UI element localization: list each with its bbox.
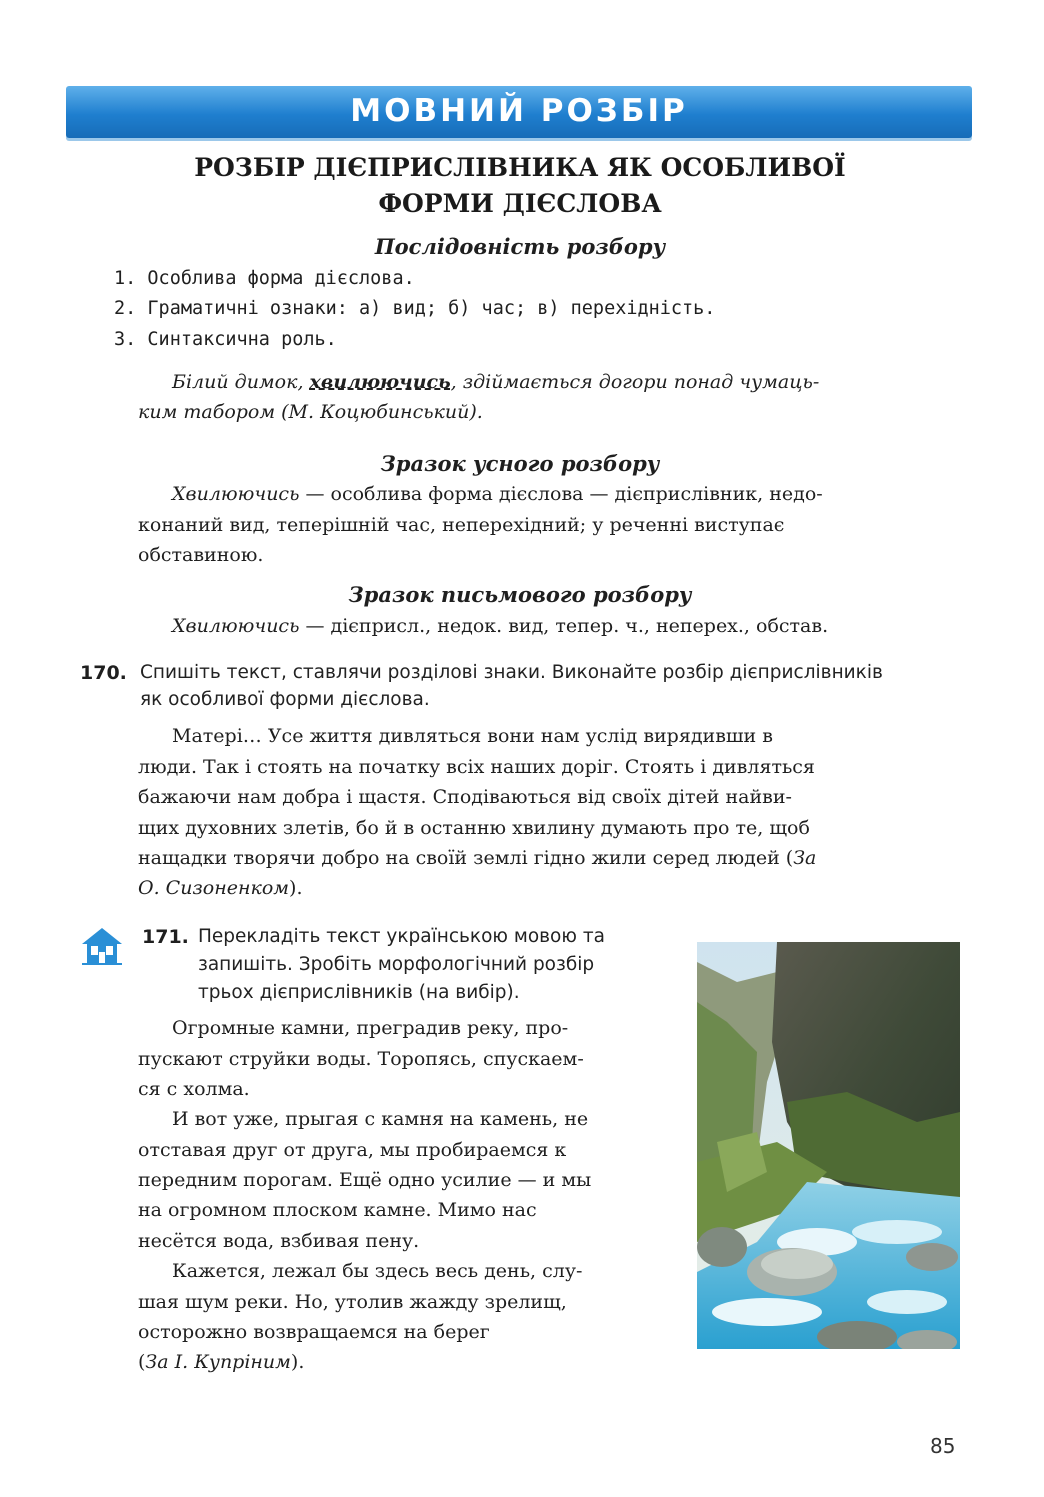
exercise-171-p2-line-1: И вот уже, прыгая с камня на камень, не [172,1108,589,1130]
banner-title: МОВНИЙ РОЗБІР [350,93,688,129]
exercise-171-source: За І. Купріним [145,1351,291,1373]
written-heading: Зразок письмового розбору [348,582,692,607]
exercise-171-p2-line-3: передним порогам. Ещё одно усилие — и мы [138,1169,592,1191]
oral-term: Хвилюючись [172,483,300,505]
exercise-171-p2-line-2: отставая друг от друга, мы пробираемся к [138,1139,567,1161]
exercise-171-p3-line-2: шая шум реки. Но, утолив жажду зрелищ, [138,1291,567,1313]
exercise-170-source-line [138,877,303,899]
page-title-line-1: РОЗБІР ДІЄПРИСЛІВНИКА ЯК ОСОБЛИВОЇ [194,153,846,182]
exercise-170-text-line-5 [138,847,816,869]
oral-line-1-rest: — особлива форма дієслова — дієприслівник, недо- [299,483,823,505]
exercise-171-source-open: ( [138,1351,146,1373]
example-text-rest: , здіймається догори понад чумаць- [450,371,820,393]
sequence-heading: Послідовність розбору [374,234,666,259]
example-text: Білий димок, [172,371,310,393]
exercise-170-source-end: ). [289,877,303,899]
exercise-171-p1-line-3: ся с холма. [138,1078,250,1100]
example-highlighted-word: хвилюючись [309,371,451,393]
exercise-171-p3-line-3: осторожно возвращаемся на берег [138,1321,490,1343]
oral-line-3: обставиною. [138,544,264,566]
oral-line-1 [172,483,823,505]
exercise-170-text-line-3: бажаючи нам добра і щастя. Сподіваються від своїх дітей найви- [138,786,792,808]
exercise-171-task-line-2: запишіть. Зробіть морфологічний розбір [198,954,595,975]
exercise-171-p3-line-1: Кажется, лежал бы здесь весь день, слу- [172,1260,583,1282]
exercise-171-p1-line-2: пускают струйки воды. Торопясь, спускаем- [138,1048,584,1070]
exercise-170-number: 170. [80,662,127,684]
oral-heading: Зразок усного розбору [380,451,660,476]
written-line [172,615,828,637]
exercise-170-text-line-1: Матері… Усе життя дивляться вони нам услід вирядивши в [172,725,773,747]
sequence-item-3: 3. Синтаксична роль. [114,329,337,350]
exercise-171-number: 171. [142,926,189,948]
exercise-170-text-line-4: щих духовних злетів, бо й в останню хвилину думають про те, щоб [138,817,810,839]
exercise-171-p1-line-1: Огромные камни, преградив реку, про- [172,1017,569,1039]
exercise-171-task-line-3: трьох дієприслівників (на вибір). [198,982,520,1003]
river-photo [697,942,960,1349]
exercise-170-task-line-2: як особливої форми дієслова. [140,689,430,710]
oral-line-2: конаний вид, теперішній час, неперехідний; у реченні виступає [138,514,785,536]
exercise-171-p2-line-4: на огромном плоском камне. Мимо нас [138,1199,537,1221]
written-rest: — дієприсл., недок. вид, тепер. ч., неперех., обстав. [299,615,829,637]
exercise-171-source-line [138,1351,304,1373]
section-banner [66,86,972,138]
sequence-item-1: 1. Особлива форма дієслова. [114,268,415,289]
exercise-170-source-a: За [793,847,817,869]
exercise-171-task-line-1: Перекладіть текст українською мовою та [198,926,605,947]
written-term: Хвилюючись [172,615,300,637]
example-line-1 [172,371,819,393]
sequence-item-2: 2. Граматичні ознаки: а) вид; б) час; в) перехідність. [114,298,716,319]
exercise-171-source-close: ). [290,1351,305,1373]
exercise-171-p2-line-5: несётся вода, взбивая пену. [138,1230,420,1252]
example-line-2: ким табором (М. Коцюбинський). [138,401,483,423]
exercise-170-task-line-1: Спишіть текст, ставлячи розділові знаки. Виконайте розбір дієприслівників [140,662,883,683]
exercise-170-text-line-2: люди. Так і стоять на початку всіх наших доріг. Стоять і дивляться [138,756,815,778]
page-number: 85 [930,1434,956,1458]
exercise-170-text-line-5-body: нащадки творячи добро на своїй землі гідно жили серед людей ( [138,847,794,869]
exercise-170-source-b: О. Сизоненком [138,877,290,899]
home-icon [80,926,124,966]
page-title-line-2: ФОРМИ ДІЄСЛОВА [378,189,662,218]
